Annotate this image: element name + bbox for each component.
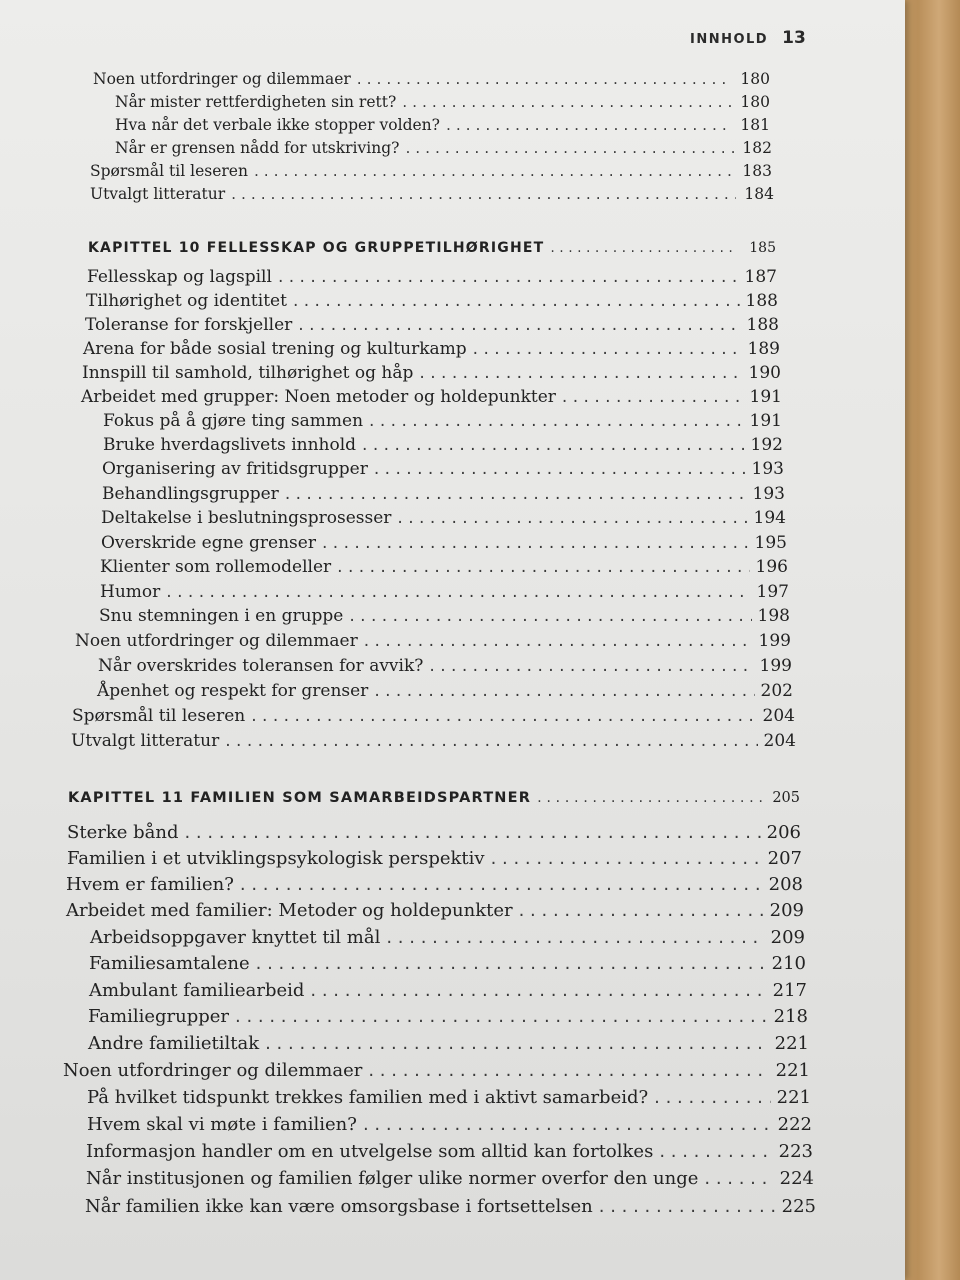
dot-leader bbox=[562, 387, 744, 407]
toc-entry bbox=[71, 731, 796, 751]
entry-page-number: 199 bbox=[759, 656, 792, 676]
toc-entry bbox=[63, 1060, 810, 1081]
dot-leader bbox=[369, 411, 744, 431]
dot-leader bbox=[251, 706, 756, 726]
entry-title: Spørsmål til leseren bbox=[72, 706, 246, 726]
toc-entry bbox=[102, 484, 785, 504]
dot-leader bbox=[419, 363, 742, 383]
entry-page-number: 188 bbox=[745, 291, 778, 311]
entry-page-number: 190 bbox=[748, 363, 781, 383]
toc-entry bbox=[66, 874, 803, 895]
entry-page-number: 208 bbox=[768, 874, 803, 895]
toc-entry bbox=[85, 1196, 816, 1217]
dot-leader bbox=[240, 874, 763, 895]
entry-page-number: 217 bbox=[772, 980, 807, 1001]
entry-page-number: 204 bbox=[763, 731, 796, 751]
dot-leader bbox=[225, 731, 757, 751]
toc-entry bbox=[87, 267, 777, 287]
dot-leader bbox=[654, 1087, 770, 1108]
toc-entry bbox=[88, 1006, 808, 1027]
entry-title: Hva når det verbale ikke stopper volden? bbox=[115, 116, 440, 134]
toc-entry bbox=[72, 706, 795, 726]
dot-leader bbox=[402, 93, 732, 111]
entry-page-number: 195 bbox=[754, 533, 787, 553]
toc-entry bbox=[115, 139, 772, 157]
toc-entry bbox=[115, 93, 770, 111]
entry-title: Tilhørighet og identitet bbox=[86, 291, 287, 311]
entry-page-number: 189 bbox=[747, 339, 780, 359]
dot-leader bbox=[278, 267, 739, 287]
entry-page-number: 192 bbox=[750, 435, 783, 455]
dot-leader bbox=[368, 1060, 769, 1081]
toc-entry bbox=[103, 411, 782, 431]
entry-page-number: 224 bbox=[779, 1168, 814, 1189]
entry-title: Toleranse for forskjeller bbox=[85, 315, 293, 335]
entry-title: Fellesskap og lagspill bbox=[87, 267, 272, 287]
entry-title: Humor bbox=[100, 582, 161, 602]
dot-leader bbox=[405, 139, 734, 157]
dot-leader bbox=[550, 240, 738, 256]
dot-leader bbox=[519, 900, 764, 921]
entry-title: Familien i et utviklingspsykologisk perspektiv bbox=[67, 848, 485, 869]
dot-leader bbox=[322, 533, 749, 553]
entry-title: Arbeidet med familier: Metoder og holdepunkter bbox=[66, 900, 513, 921]
entry-page-number: 221 bbox=[774, 1033, 809, 1054]
entry-title: Ambulant familiearbeid bbox=[89, 980, 305, 1001]
entry-title: Behandlingsgrupper bbox=[102, 484, 279, 504]
dot-leader bbox=[310, 980, 766, 1001]
dot-leader bbox=[362, 435, 745, 455]
entry-title: Familiegrupper bbox=[88, 1006, 230, 1027]
entry-page-number: 221 bbox=[776, 1087, 811, 1108]
entry-title: Hvem er familien? bbox=[66, 874, 234, 895]
toc-entry bbox=[102, 459, 784, 479]
dot-leader bbox=[254, 162, 734, 180]
toc-entry bbox=[86, 1141, 813, 1162]
dot-leader bbox=[491, 848, 762, 869]
entry-title: Andre familietiltak bbox=[88, 1033, 260, 1054]
entry-title: Når mister rettferdigheten sin rett? bbox=[115, 93, 397, 111]
dot-leader bbox=[473, 339, 742, 359]
toc-entry bbox=[89, 953, 806, 974]
entry-page-number: 196 bbox=[755, 557, 788, 577]
toc-entry bbox=[88, 1033, 809, 1054]
dot-leader bbox=[256, 953, 766, 974]
dot-leader bbox=[599, 1196, 776, 1217]
entry-title: Utvalgt litteratur bbox=[71, 731, 220, 751]
toc-entry bbox=[101, 533, 787, 553]
toc-entry bbox=[101, 508, 786, 528]
entry-page-number: 204 bbox=[762, 706, 795, 726]
section-label: INNHOLD bbox=[690, 32, 769, 47]
entry-page-number: 185 bbox=[749, 240, 776, 256]
entry-page-number: 221 bbox=[775, 1060, 810, 1081]
entry-page-number: 209 bbox=[770, 927, 805, 948]
entry-page-number: 188 bbox=[746, 315, 779, 335]
toc-entry bbox=[81, 387, 782, 407]
entry-page-number: 194 bbox=[753, 508, 786, 528]
dot-leader bbox=[659, 1141, 772, 1162]
entry-page-number: 180 bbox=[740, 93, 770, 111]
dot-leader bbox=[231, 185, 736, 203]
entry-title: Når er grensen nådd for utskriving? bbox=[115, 139, 400, 157]
toc-entry bbox=[99, 606, 790, 626]
toc-entry bbox=[82, 363, 781, 383]
entry-page-number: 222 bbox=[777, 1114, 812, 1135]
dot-leader bbox=[429, 656, 753, 676]
entry-page-number: 225 bbox=[781, 1196, 816, 1217]
entry-page-number: 207 bbox=[767, 848, 802, 869]
running-head bbox=[690, 28, 830, 48]
entry-page-number: 209 bbox=[769, 900, 804, 921]
dot-leader bbox=[293, 291, 740, 311]
toc-entry bbox=[93, 70, 770, 88]
toc-entry bbox=[87, 1087, 811, 1108]
toc-entry bbox=[100, 582, 789, 602]
entry-page-number: 198 bbox=[757, 606, 790, 626]
dot-leader bbox=[265, 1033, 769, 1054]
entry-title: Spørsmål til leseren bbox=[90, 162, 248, 180]
toc-entry bbox=[85, 315, 779, 335]
dot-leader bbox=[363, 1114, 772, 1135]
entry-page-number: 199 bbox=[758, 631, 791, 651]
toc-entry bbox=[98, 656, 792, 676]
dot-leader bbox=[704, 1168, 773, 1189]
entry-title: Noen utfordringer og dilemmaer bbox=[93, 70, 351, 88]
entry-page-number: 206 bbox=[766, 822, 801, 843]
entry-title: Familiesamtalene bbox=[89, 953, 250, 974]
entry-title: Arbeidsoppgaver knyttet til mål bbox=[90, 927, 381, 948]
chapter-heading bbox=[68, 790, 800, 806]
dot-leader bbox=[337, 557, 749, 577]
entry-page-number: 181 bbox=[740, 116, 770, 134]
entry-title: Overskride egne grenser bbox=[101, 533, 316, 553]
dot-leader bbox=[285, 484, 747, 504]
entry-page-number: 223 bbox=[778, 1141, 813, 1162]
toc-entry bbox=[97, 681, 793, 701]
entry-page-number: 197 bbox=[756, 582, 789, 602]
page-number: 13 bbox=[782, 28, 806, 48]
entry-title: Organisering av fritidsgrupper bbox=[102, 459, 368, 479]
entry-title: KAPITTEL 10 FELLESSKAP OG GRUPPETILHØRIGHET bbox=[88, 240, 545, 256]
toc-entry bbox=[86, 291, 778, 311]
toc-entry bbox=[66, 900, 804, 921]
entry-page-number: 191 bbox=[749, 411, 782, 431]
entry-title: Klienter som rollemodeller bbox=[100, 557, 332, 577]
entry-title: Når institusjonen og familien følger ulike normer overfor den unge bbox=[86, 1168, 699, 1189]
toc-entry bbox=[103, 435, 783, 455]
entry-title: Noen utfordringer og dilemmaer bbox=[75, 631, 358, 651]
entry-page-number: 180 bbox=[740, 70, 770, 88]
entry-page-number: 182 bbox=[742, 139, 772, 157]
entry-page-number: 193 bbox=[752, 484, 785, 504]
entry-title: Arena for både sosial trening og kulturkamp bbox=[83, 339, 467, 359]
dot-leader bbox=[374, 459, 746, 479]
toc-entry bbox=[115, 116, 770, 134]
entry-title: Innspill til samhold, tilhørighet og håp bbox=[82, 363, 414, 383]
dot-leader bbox=[364, 631, 753, 651]
entry-page-number: 184 bbox=[744, 185, 774, 203]
entry-page-number: 210 bbox=[771, 953, 806, 974]
entry-title: Bruke hverdagslivets innhold bbox=[103, 435, 357, 455]
toc-entry bbox=[89, 980, 807, 1001]
entry-title: Hvem skal vi møte i familien? bbox=[87, 1114, 357, 1135]
dot-leader bbox=[166, 582, 750, 602]
dot-leader bbox=[397, 508, 747, 528]
entry-title: Åpenhet og respekt for grenser bbox=[97, 681, 369, 701]
toc-entry bbox=[83, 339, 780, 359]
entry-title: Når overskrides toleransen for avvik? bbox=[98, 656, 424, 676]
dot-leader bbox=[357, 70, 732, 88]
entry-page-number: 193 bbox=[751, 459, 784, 479]
entry-page-number: 218 bbox=[773, 1006, 808, 1027]
toc-entry bbox=[86, 1168, 814, 1189]
dot-leader bbox=[374, 681, 754, 701]
entry-page-number: 202 bbox=[760, 681, 793, 701]
dot-leader bbox=[349, 606, 751, 626]
entry-title: På hvilket tidspunkt trekkes familien med i aktivt samarbeid? bbox=[87, 1087, 649, 1108]
entry-title: Når familien ikke kan være omsorgsbase i fortsettelsen bbox=[85, 1196, 593, 1217]
entry-title: Arbeidet med grupper: Noen metoder og holdepunkter bbox=[81, 387, 556, 407]
entry-title: Fokus på å gjøre ting sammen bbox=[103, 411, 364, 431]
entry-page-number: 187 bbox=[744, 267, 777, 287]
entry-title: KAPITTEL 11 FAMILIEN SOM SAMARBEIDSPARTNER bbox=[68, 790, 532, 806]
toc-entry bbox=[90, 162, 772, 180]
dot-leader bbox=[386, 927, 764, 948]
entry-title: Deltakelse i beslutningsprosesser bbox=[101, 508, 392, 528]
chapter-heading bbox=[88, 240, 776, 256]
dot-leader bbox=[298, 315, 740, 335]
entry-title: Snu stemningen i en gruppe bbox=[99, 606, 344, 626]
entry-page-number: 183 bbox=[742, 162, 772, 180]
toc-entry bbox=[67, 848, 802, 869]
entry-title: Utvalgt litteratur bbox=[90, 185, 226, 203]
dot-leader bbox=[184, 822, 760, 843]
dot-leader bbox=[446, 116, 732, 134]
toc-entry bbox=[90, 185, 774, 203]
entry-page-number: 191 bbox=[749, 387, 782, 407]
entry-page-number: 205 bbox=[772, 790, 800, 806]
dot-leader bbox=[235, 1006, 768, 1027]
toc-entry bbox=[100, 557, 788, 577]
entry-title: Informasjon handler om en utvelgelse som alltid kan fortolkes bbox=[86, 1141, 654, 1162]
entry-title: Noen utfordringer og dilemmaer bbox=[63, 1060, 363, 1081]
toc-entry bbox=[90, 927, 805, 948]
toc-entry bbox=[75, 631, 791, 651]
toc-entry bbox=[87, 1114, 812, 1135]
toc-entry bbox=[67, 822, 801, 843]
dot-leader bbox=[537, 790, 762, 806]
entry-title: Sterke bånd bbox=[67, 822, 179, 843]
